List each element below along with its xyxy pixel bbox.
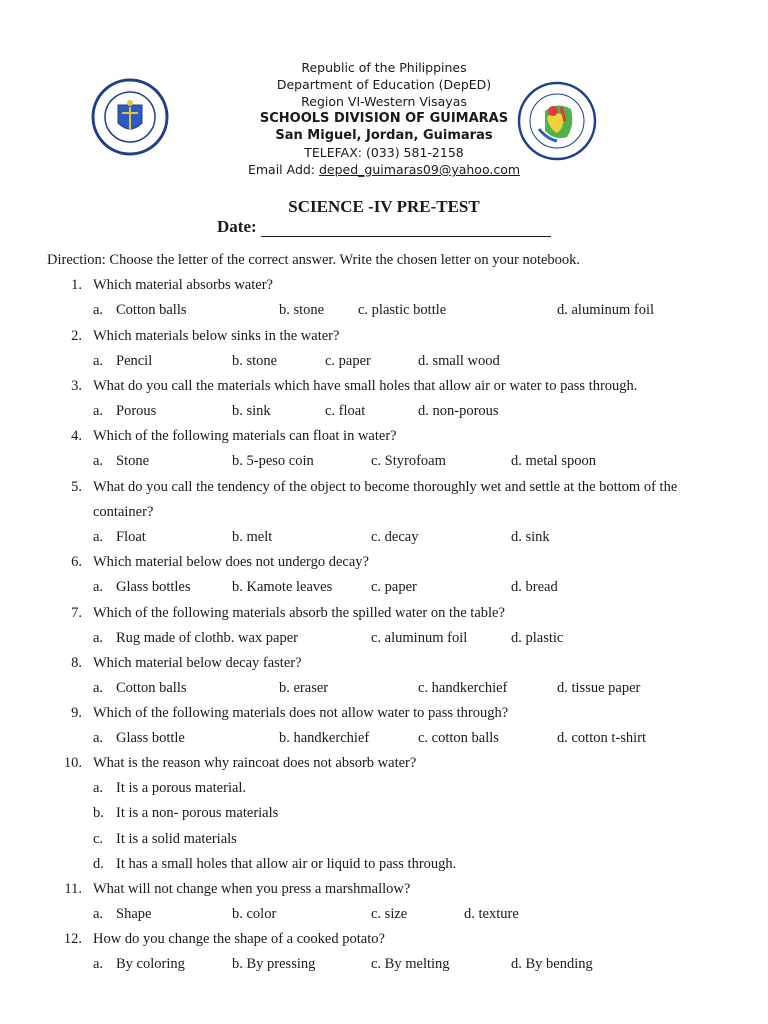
choice-letter: a. [93,680,104,696]
answer-choice: c. By melting [371,956,450,972]
choice-letter: a. [93,353,104,369]
question-number: 2. [71,328,82,344]
question-number: 3. [71,378,82,394]
question-number: 8. [71,655,82,671]
answer-choice: c. cotton balls [418,730,499,746]
choice-letter: a. [93,403,104,419]
letterhead-division: SCHOOLS DIVISION OF GUIMARAS [259,111,509,126]
answer-choice: c. size [371,906,408,922]
choice-letter: a. [93,529,104,545]
direction-text: Direction: Choose the letter of the correct answer. Write the chosen letter on your notebook. [47,252,581,268]
answer-choice: b. handkerchief [279,730,370,746]
answer-choice: Stone [116,453,150,469]
choice-letter: a. [93,906,104,922]
answer-choice: It has a small holes that allow air or liquid to pass through. [116,855,457,872]
question-text-continued: container? [93,504,154,520]
letterhead-email [0,161,768,178]
answer-choice: It is a non- porous materials [116,805,279,822]
answer-choice: b. color [232,906,277,922]
letterhead [0,59,768,178]
question-number: 12. [63,931,82,947]
question-text: Which materials below sinks in the water? [93,328,340,344]
answer-choice: c. handkerchief [418,680,508,696]
answer-choice: b. melt [232,529,273,545]
letterhead-telefax: TELEFAX: (033) 581-2158 [304,145,464,160]
answer-choice: It is a solid materials [116,830,237,847]
question-text: Which of the following materials can float in water? [93,428,397,444]
answer-choice: d. non-porous [418,403,499,419]
question-text: Which of the following materials absorb the spilled water on the table? [93,605,505,621]
question-text: Which material absorbs water? [93,277,273,293]
question-text: What do you call the tendency of the object to become thoroughly wet and settle at the bottom of the [93,479,678,495]
answer-choice: c. float [325,403,366,419]
question-text: Which of the following materials does not allow water to pass through? [93,705,509,721]
answer-choice: c. decay [371,529,419,545]
answer-choice: b. Kamote leaves [232,579,333,595]
question-number: 4. [71,428,82,444]
letterhead-line: Department of Education (DepED) [276,77,492,92]
answer-choice: d. small wood [418,353,500,369]
answer-choice: It is a porous material. [116,780,247,796]
choice-letter: a. [93,780,104,796]
question-number: 11. [64,881,82,897]
answer-choice: Porous [116,403,157,419]
choice-letter: a. [93,956,104,972]
letterhead-line: Republic of the Philippines [301,60,467,75]
answer-choice: d. aluminum foil [557,302,655,318]
answer-choice: d. sink [511,529,550,545]
answer-choice: Glass bottle [116,730,185,746]
email-link[interactable]: deped_guimaras09@yahoo.com [319,162,521,177]
question-number: 1. [71,277,82,293]
answer-choice: c. aluminum foil [371,630,468,646]
answer-choice: b. By pressing [232,956,316,972]
answer-choice: Glass bottles [116,579,191,595]
answer-choice: d. cotton t-shirt [557,730,647,746]
answer-choice: Float [116,529,146,545]
answer-choice: b. stone [279,302,325,318]
email-label: Email Add: [247,162,319,177]
answer-choice: b. stone [232,353,278,369]
question-number: 10. [63,755,82,771]
question-number: 5. [71,479,82,495]
choice-letter: a. [93,302,104,318]
choice-letter: b. [93,805,104,822]
question-text: What will not change when you press a marshmallow? [93,881,411,897]
choice-letter: a. [93,630,104,646]
test-title: SCIENCE -IV PRE-TEST [288,197,480,216]
choice-letter: d. [93,855,104,872]
answer-choice: Cotton balls [116,680,187,696]
question-number: 9. [71,705,82,721]
answer-choice: Pencil [116,353,153,369]
answer-choice: Shape [116,906,152,922]
date-blank-line [261,220,551,237]
answer-choice: c. paper [371,579,417,595]
answer-choice: d. tissue paper [557,680,641,696]
answer-choice: b. sink [232,403,271,419]
date-label: Date: [217,217,257,236]
answer-choice: b. 5-peso coin [232,453,314,469]
choice-letter: a. [93,730,104,746]
answer-choice: c. Styrofoam [371,453,446,469]
question-number: 6. [71,554,82,570]
answer-choice: d. metal spoon [511,453,596,469]
answer-choice: Cotton balls [116,302,187,318]
question-number: 7. [71,605,82,621]
question-text: What do you call the materials which have small holes that allow air or water to pass through. [93,378,638,394]
choice-letter: a. [93,579,104,595]
answer-choice: c. plastic bottle [358,302,447,318]
question-text: How do you change the shape of a cooked potato? [93,931,385,947]
answer-choice: By coloring [116,956,185,972]
choice-letter: c. [93,830,104,847]
answer-choice: d. texture [464,906,519,922]
letterhead-line: Region VI-Western Visayas [301,94,467,109]
question-text: Which material below decay faster? [93,655,302,671]
answer-choice: c. paper [325,353,371,369]
question-text: What is the reason why raincoat does not absorb water? [93,755,417,771]
answer-choice: d. bread [511,579,558,595]
letterhead-address: San Miguel, Jordan, Guimaras [275,128,493,143]
answer-choice: Rug made of clothb. wax paper [116,630,299,646]
choice-letter: a. [93,453,104,469]
question-text: Which material below does not undergo decay? [93,554,369,570]
answer-choice: d. By bending [511,956,593,972]
answer-choice: d. plastic [511,630,564,646]
answer-choice: b. eraser [279,680,329,696]
date-field [217,217,551,237]
